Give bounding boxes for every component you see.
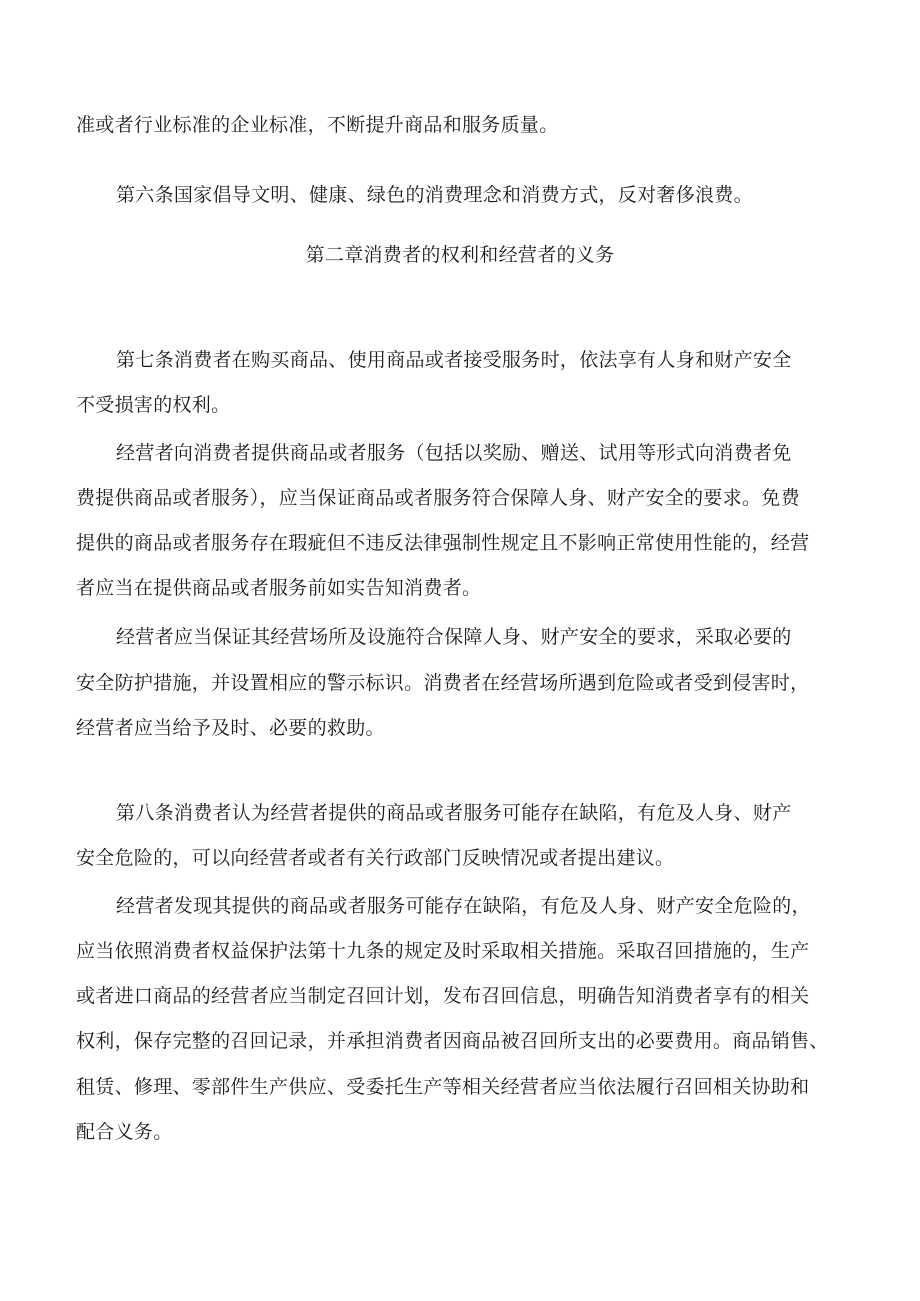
article-8-line-2: 安全危险的，可以向经营者或者有关行政部门反映情况或者提出建议。: [76, 847, 675, 869]
article-8-para-2-line-2: 应当依照消费者权益保护法第十九条的规定及时采取相关措施。采取召回措施的，生产: [76, 940, 810, 962]
paragraph-continuation-line: 准或者行业标准的企业标准，不断提升商品和服务质量。: [76, 114, 559, 136]
article-7-para-3-line-2: 安全防护措施，并设置相应的警示标识。消费者在经营场所遇到危险或者受到侵害时，: [76, 672, 810, 694]
article-8-para-2-line-6: 配合义务。: [76, 1121, 173, 1143]
article-8-para-2-line-5: 租赁、修理、零部件生产供应、受委托生产等相关经营者应当依法履行召回相关协助和: [76, 1076, 810, 1098]
article-6-text: 第六条国家倡导文明、健康、绿色的消费理念和消费方式，反对奢侈浪费。: [116, 184, 753, 206]
article-7-para-2-line-1: 经营者向消费者提供商品或者服务（包括以奖励、赠送、试用等形式向消费者免: [116, 442, 792, 464]
article-8-para-2-line-4: 权利，保存完整的召回记录，并承担消费者因商品被召回所支出的必要费用。商品销售、: [76, 1030, 829, 1052]
article-8-para-2-line-3: 或者进口商品的经营者应当制定召回计划，发布召回信息，明确告知消费者享有的相关: [76, 985, 810, 1007]
chapter-2-title: 第二章消费者的权利和经营者的义务: [305, 244, 615, 266]
article-7-para-2-line-3: 提供的商品或者服务存在瑕疵但不违反法律强制性规定且不影响正常使用性能的，经营: [76, 532, 810, 554]
article-7-para-3-line-3: 经营者应当给予及时、必要的救助。: [76, 717, 385, 739]
article-7-para-2-line-4: 者应当在提供商品或者服务前如实告知消费者。: [76, 577, 482, 599]
article-8-line-1: 第八条消费者认为经营者提供的商品或者服务可能存在缺陷，有危及人身、财产: [116, 802, 792, 824]
article-8-para-2-line-1: 经营者发现其提供的商品或者服务可能存在缺陷，有危及人身、财产安全危险的，: [116, 895, 811, 917]
article-7-para-3-line-1: 经营者应当保证其经营场所及设施符合保障人身、财产安全的要求，采取必要的: [116, 626, 792, 648]
article-7-para-2-line-2: 费提供商品或者服务），应当保证商品或者服务符合保障人身、财产安全的要求。免费: [76, 487, 800, 509]
article-7-line-2: 不受损害的权利。: [76, 394, 231, 416]
article-7-line-1: 第七条消费者在购买商品、使用商品或者接受服务时，依法享有人身和财产安全: [116, 349, 792, 371]
